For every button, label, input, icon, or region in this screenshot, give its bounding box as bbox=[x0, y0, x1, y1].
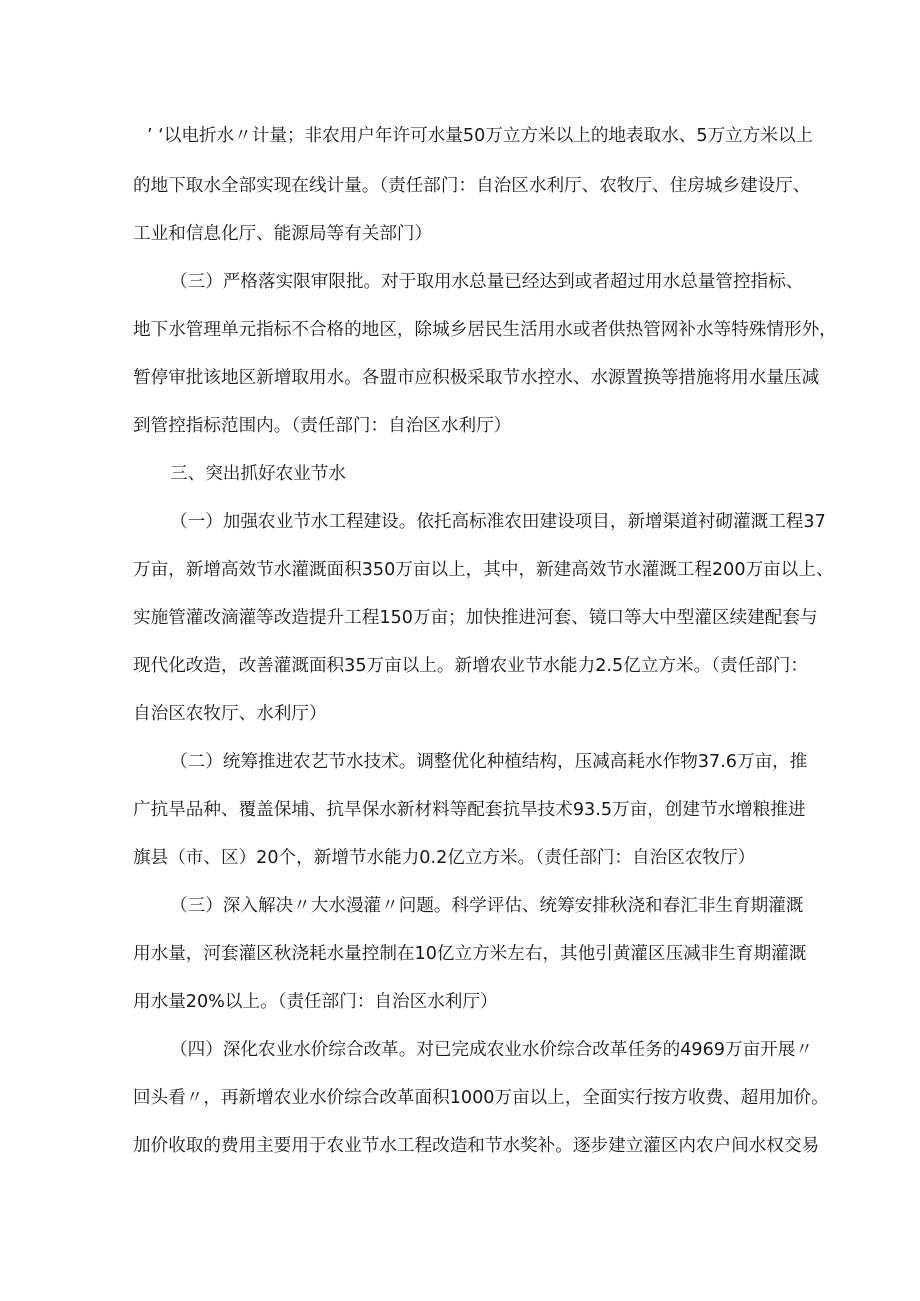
text-line-18: 用水量，河套灌区秋浇耗水量控制在10亿立方米左右，其他引黄灌区压减非生育期灌溉 bbox=[133, 944, 807, 964]
text-line-15: 广抗旱品种、覆盖保埔、抗旱保水新材料等配套抗旱技术93.5万亩，创建节水增粮推进 bbox=[133, 800, 806, 820]
text-line-1: ’ ‘以电折水〃计量；非农用户年许可水量50万立方米以上的地表取水、5万立方米以上 bbox=[147, 126, 814, 146]
paragraph-start-line: （一）加强农业节水工程建设。依托高标准农田建设项目，新增渠道衬砌灌溉工程37 bbox=[170, 512, 826, 532]
text-line-21: 回头看〃，再新增农业水价综合改革面积1000万亩以上，全面实行按方收费、超用加价。 bbox=[133, 1088, 829, 1108]
section-heading: 三、突出抓好农业节水 bbox=[170, 464, 346, 484]
text-line-22: 加价收取的费用主要用于农业节水工程改造和节水奖补。逐步建立灌区内农户间水权交易 bbox=[133, 1136, 820, 1156]
text-line-3: 工业和信息化厅、能源局等有关部门） bbox=[133, 224, 433, 244]
paragraph-start-line: （三）深入解决〃大水漫灌〃问题。科学评估、统筹安排秋浇和春汇非生育期灌溉 bbox=[170, 896, 804, 916]
text-line-2: 的地下取水全部实现在线计量。（责任部门：自治区水利厅、农牧厅、住房城乡建设厅、 bbox=[133, 176, 811, 196]
text-line-12: 现代化改造，改善灌溉面积35万亩以上。新增农业节水能力2.5亿立方米。（责任部门： bbox=[133, 656, 808, 676]
text-line-16: 旗县（市、区）20个，新增节水能力0.2亿立方米。（责任部门：自治区农牧厅） bbox=[133, 848, 756, 868]
text-line-5: 地下水管理单元指标不合格的地区，除城乡居民生活用水或者供热管网补水等特殊情形外， bbox=[133, 320, 837, 340]
text-line-13: 自治区农牧厅、水利厅） bbox=[133, 704, 327, 724]
text-line-11: 实施管灌改滴灌等改造提升工程150万亩；加快推进河套、镜口等大中型灌区续建配套与 bbox=[133, 608, 818, 628]
text-line-19: 用水量20%以上。（责任部门：自治区水利厅） bbox=[133, 992, 498, 1012]
text-line-7: 到管控指标范围内。（责任部门：自治区水利厅） bbox=[133, 416, 512, 436]
paragraph-start-line: （四）深化农业水价综合改革。对已完成农业水价综合改革任务的4969万亩开展〃 bbox=[170, 1040, 813, 1060]
paragraph-start-line: （二）统筹推进农艺节水技术。调整优化种植结构，压减高耗水作物37.6万亩，推 bbox=[170, 752, 808, 772]
text-line-6: 暂停审批该地区新增取用水。各盟市应积极采取节水控水、水源置换等措施将用水量压减 bbox=[133, 368, 820, 388]
paragraph-start-line: （三）严格落实限审限批。对于取用水总量已经达到或者超过用水总量管控指标、 bbox=[170, 272, 804, 292]
text-line-10: 万亩，新增高效节水灌溉面积350万亩以上，其中，新建高效节水灌溉工程200万亩以上、 bbox=[133, 560, 834, 580]
